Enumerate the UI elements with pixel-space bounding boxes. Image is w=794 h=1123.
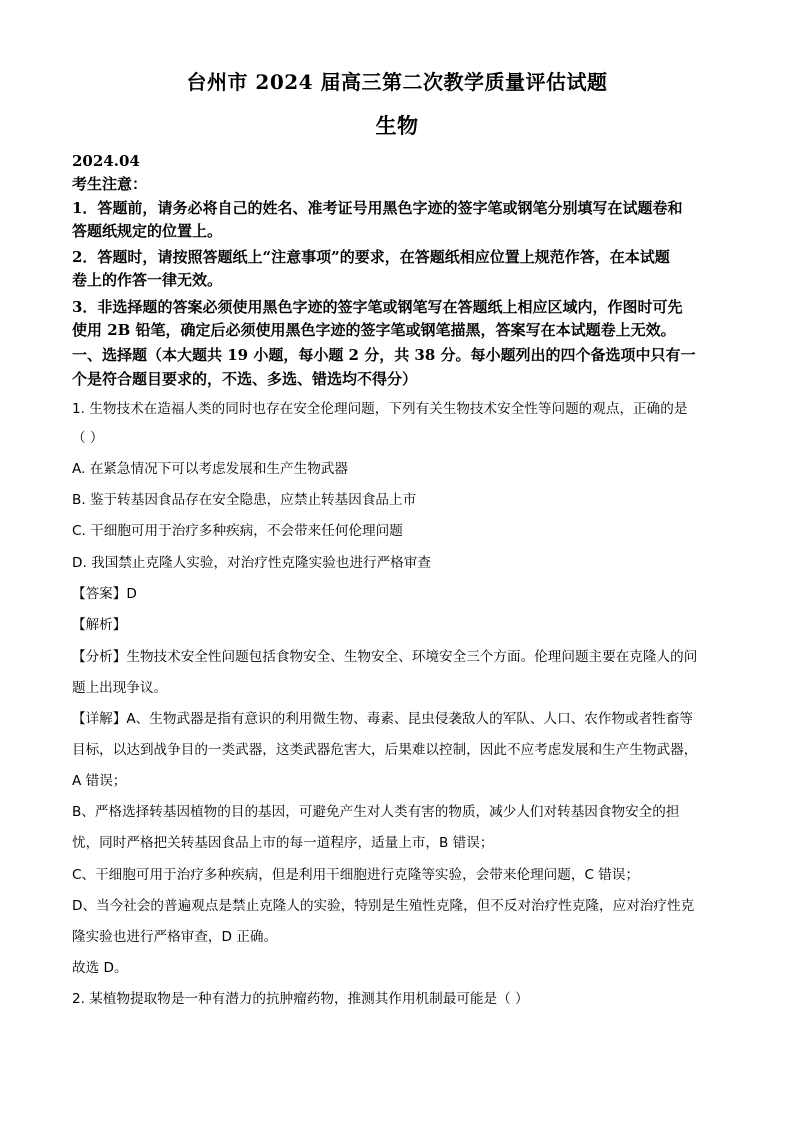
q1-explain-b-line-1: B、严格选择转基因植物的目的基因，可避免产生对人类有害的物质，减少人们对转基因食物安全的担 xyxy=(72,804,680,820)
q1-conclusion: 故选 D。 xyxy=(72,960,128,976)
notice-item-1-line-2: 答题纸规定的位置上。 xyxy=(72,222,223,240)
notice-item-3-line-2: 使用 2B 铅笔，确定后必须使用黑色字迹的签字笔或钢笔描黑，答案写在本试题卷上无效。 xyxy=(72,321,676,339)
q1-option-c: C. 干细胞可用于治疗多种疾病，不会带来任何伦理问题 xyxy=(72,523,403,539)
section-1-heading-line-1: 一、选择题（本大题共 19 小题，每小题 2 分，共 38 分。每小题列出的四个备选项中只有一 xyxy=(72,346,696,364)
q1-fenxi-line-2: 题上出现争议。 xyxy=(72,680,168,696)
exam-date: 2024.04 xyxy=(72,152,140,170)
q1-explain-c: C、干细胞可用于治疗多种疾病，但是利用干细胞进行克隆等实验，会带来伦理问题，C 错误； xyxy=(72,867,640,883)
q1-explain-d-line-2: 隆实验也进行严格审查，D 正确。 xyxy=(72,929,278,945)
q1-answer: 【答案】D xyxy=(72,586,137,602)
exam-title: 台州市 2024 届高三第二次教学质量评估试题 xyxy=(186,70,608,94)
q1-stem-line-1: 1. 生物技术在造福人类的同时也存在安全伦理问题，下列有关生物技术安全性等问题的观点，正确的是 xyxy=(72,401,688,417)
q1-xiangjie-line-2: 目标，以达到战争目的一类武器，这类武器危害大，后果难以控制，因此不应考虑发展和生产生物武器， xyxy=(72,742,698,758)
q1-stem-line-2: （ ） xyxy=(72,430,104,446)
q2-stem-line-1: 2. 某植物提取物是一种有潜力的抗肿瘤药物，推测其作用机制最可能是（ ） xyxy=(72,991,529,1007)
section-1-heading-line-2: 个是符合题目要求的，不选、多选、错选均不得分） xyxy=(72,370,418,388)
q1-analysis-label: 【解析】 xyxy=(72,617,127,633)
notice-heading: 考生注意： xyxy=(72,175,148,193)
q1-explain-d-line-1: D、当今社会的普遍观点是禁止克隆人的实验，特别是生殖性克隆，但不反对治疗性克隆，应对治疗性克 xyxy=(72,898,695,914)
q1-xiangjie-line-3: A 错误； xyxy=(72,773,127,789)
notice-item-3-line-1: 3．非选择题的答案必须使用黑色字迹的签字笔或钢笔写在答题纸上相应区域内，作图时可先 xyxy=(72,298,683,316)
q1-xiangjie-line-1: 【详解】A、生物武器是指有意识的利用微生物、毒素、昆虫侵袭敌人的军队、人口、农作物或者牲畜等 xyxy=(72,711,694,727)
exam-subject: 生物 xyxy=(375,113,419,138)
q1-explain-b-line-2: 忧，同时严格把关转基因食品上市的每一道程序，适量上市，B 错误； xyxy=(72,835,494,851)
q1-option-a: A. 在紧急情况下可以考虑发展和生产生物武器 xyxy=(72,461,348,477)
q1-option-d: D. 我国禁止克隆人实验，对治疗性克隆实验也进行严格审查 xyxy=(72,555,431,571)
notice-item-2-line-1: 2．答题时，请按照答题纸上“注意事项”的要求，在答题纸相应位置上规范作答，在本试题 xyxy=(72,248,670,266)
notice-item-2-line-2: 卷上的作答一律无效。 xyxy=(72,271,223,289)
notice-item-1-line-1: 1．答题前，请务必将自己的姓名、准考证号用黑色字迹的签字笔或钢笔分别填写在试题卷和 xyxy=(72,199,683,217)
q1-option-b: B. 鉴于转基因食品存在安全隐患，应禁止转基因食品上市 xyxy=(72,492,417,508)
q1-fenxi-line-1: 【分析】生物技术安全性问题包括食物安全、生物安全、环境安全三个方面。伦理问题主要在克隆人的问 xyxy=(72,649,698,665)
